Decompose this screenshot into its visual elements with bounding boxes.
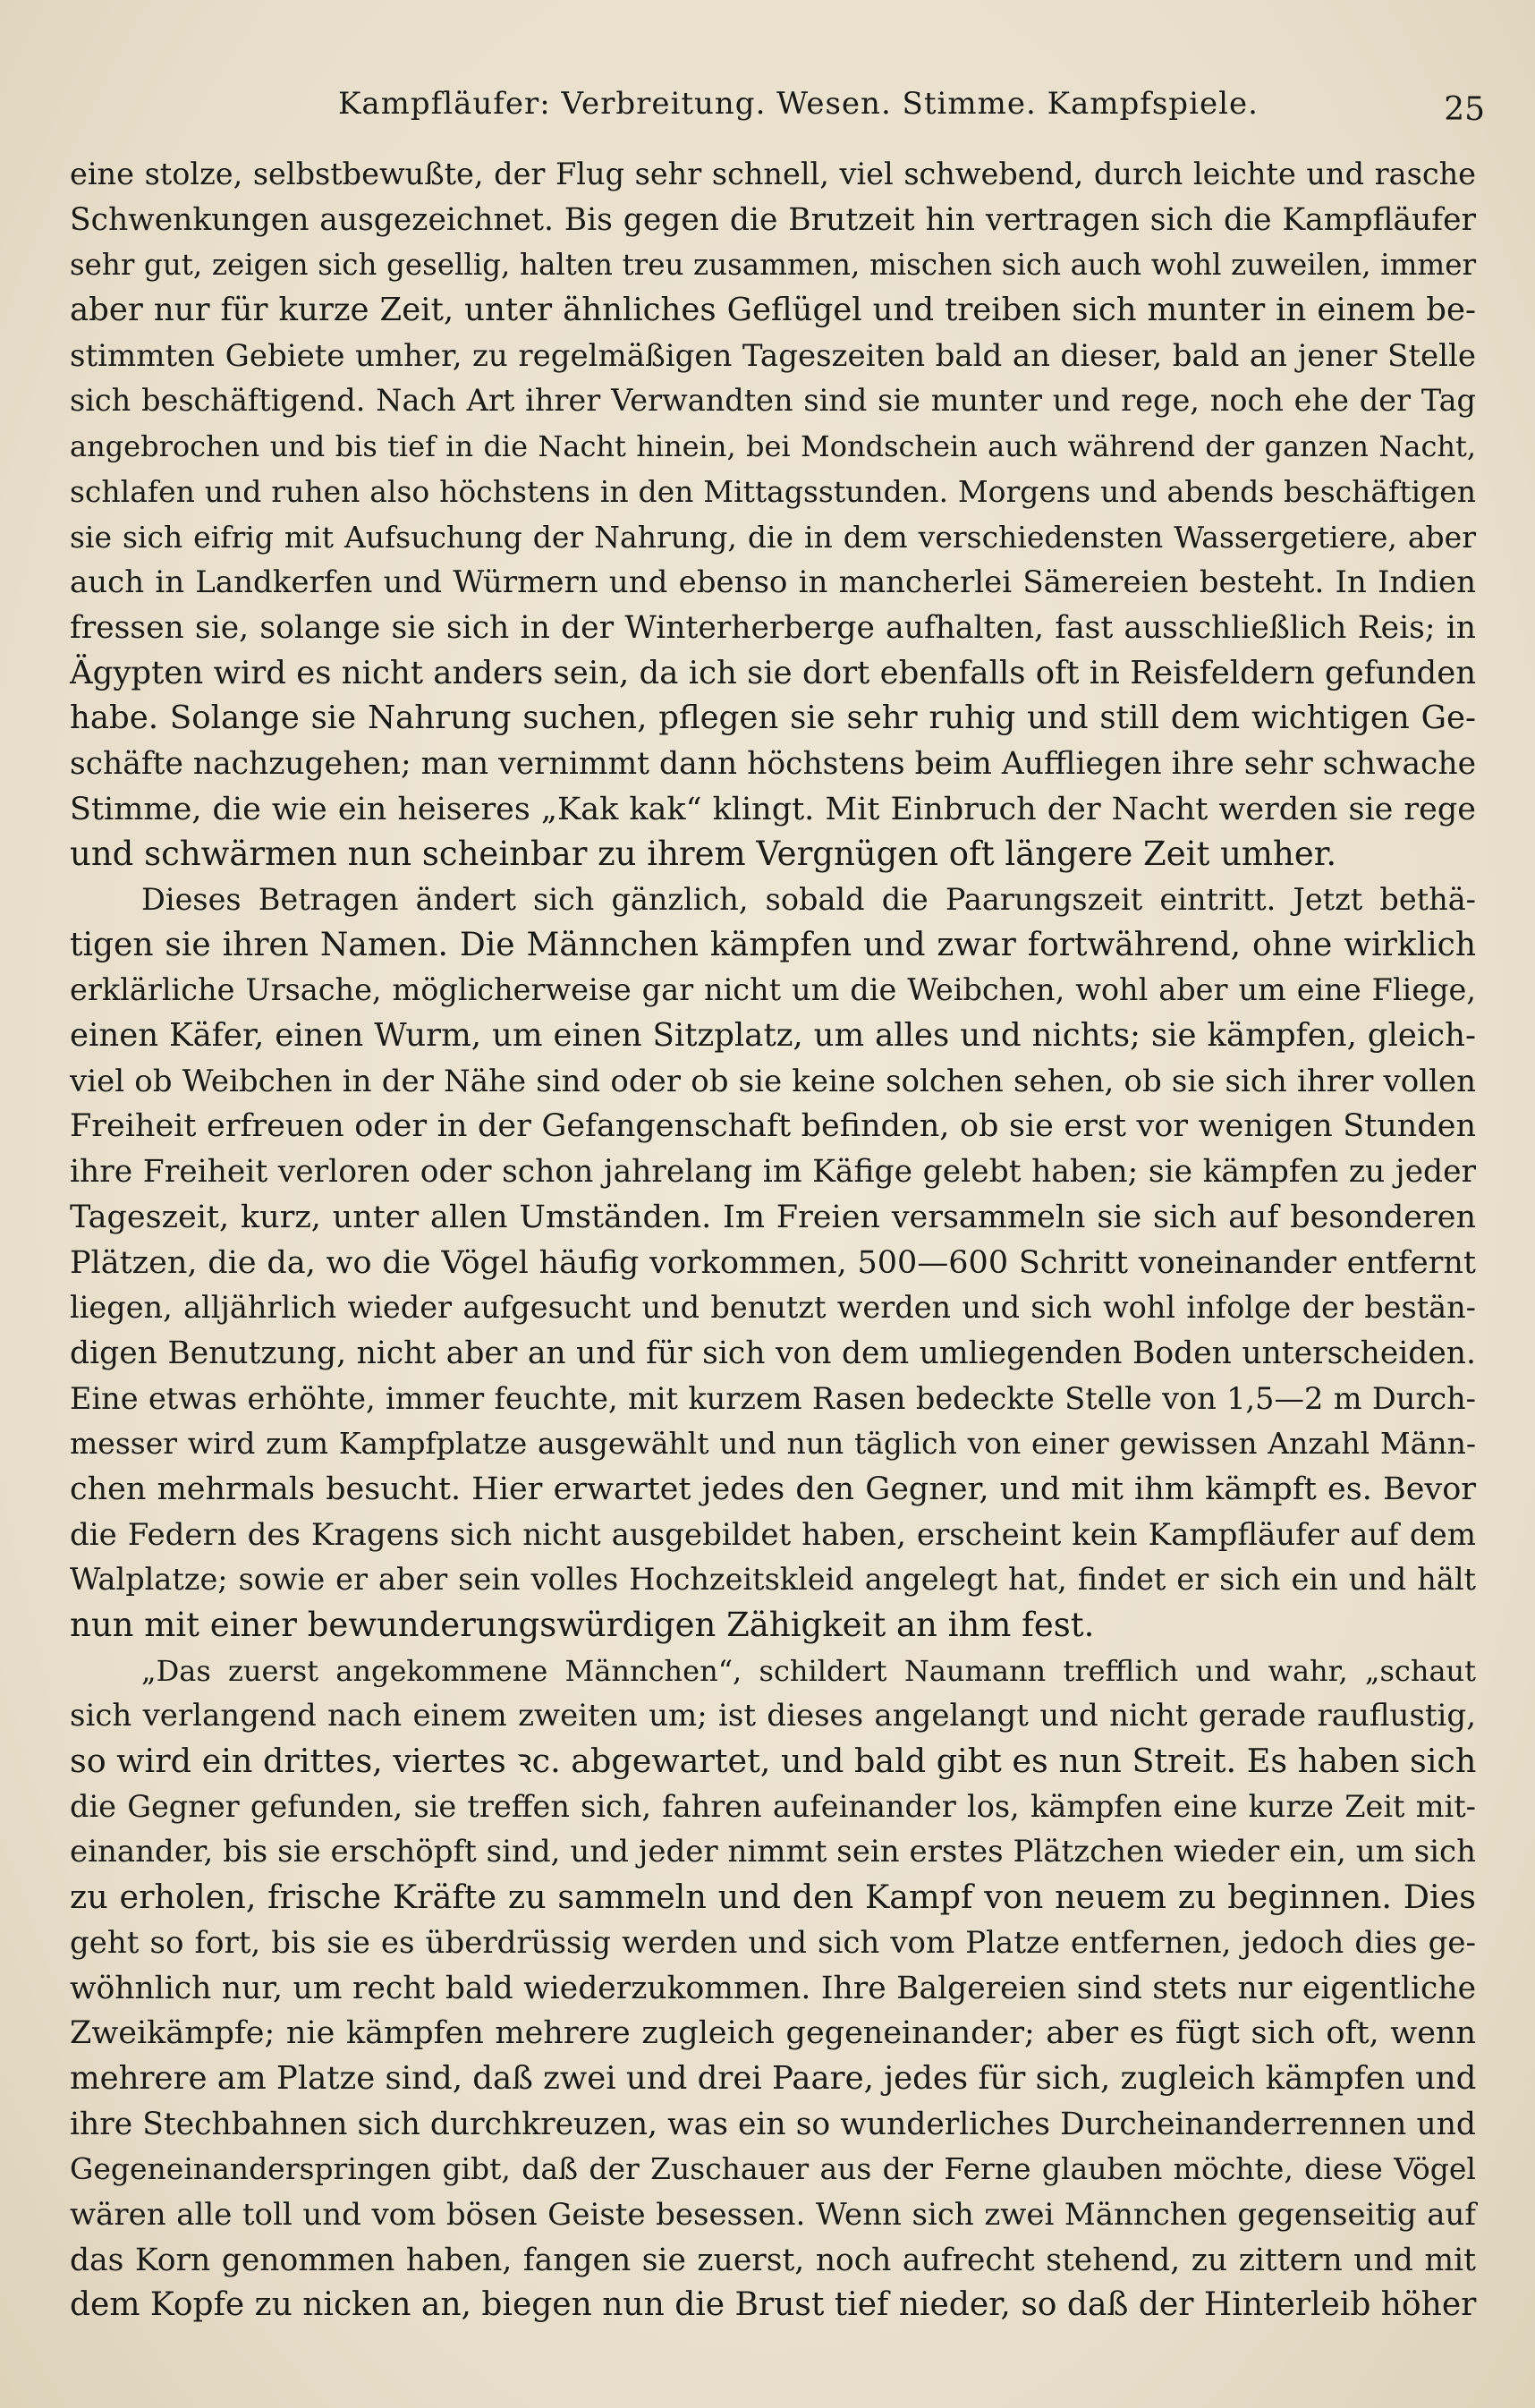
text-line: aber nur für kurze Zeit, unter ähnliches Geflügel und treiben sich munter in einem be- [70,292,1476,329]
text-line: schäfte nachzugehen; man vernimmt dann höchstens beim Auffliegen ihre sehr schwache [70,745,1476,782]
text-line: und schwärmen nun scheinbar zu ihrem Vergnügen oft längere Zeit umher. [70,835,1337,874]
text-line: sehr gut, zeigen sich gesellig, halten treu zusammen, mischen sich auch wohl zuweilen, immer [70,248,1476,283]
text-line: die Federn des Kragens sich nicht ausgebildet haben, erscheint kein Kampfläufer auf dem [70,1516,1476,1553]
text-line: habe. Solange sie Nahrung suchen, pflegen sie sehr ruhig und still dem wichtigen Ge- [70,700,1476,737]
page-number: 25 [1444,91,1485,128]
text-line: Walplatze; sowie er aber sein volles Hochzeitskleid angelegt hat, findet er sich ein und hält [70,1562,1476,1598]
text-line: Freiheit erfreuen oder in der Gefangenschaft befinden, ob sie erst vor wenigen Stunden [70,1108,1476,1145]
paragraph [70,152,1476,878]
paragraph [70,878,1476,1649]
text-line: ihre Stechbahnen sich durchkreuzen, was ein so wunderliches Durcheinanderrennen und [70,2106,1476,2142]
page-header [70,86,1485,140]
text-line: fressen sie, solange sie sich in der Winterherberge aufhalten, fast ausschließlich Reis; in [70,609,1476,646]
text-line: sich beschäftigend. Nach Art ihrer Verwandten sind sie munter und rege, noch ehe der Tag [70,383,1476,419]
text-line: wären alle toll und vom bösen Geiste besessen. Wenn sich zwei Männchen gegenseitig auf [70,2196,1476,2233]
text-line: einander, bis sie erschöpft sind, und jeder nimmt sein erstes Plätzchen wieder ein, um sich [70,1834,1476,1870]
text-line: Gegeneinanderspringen gibt, daß der Zuschauer aus der Ferne glauben möchte, diese Vögel [70,2151,1476,2187]
text-line: Dieses Betragen ändert sich gänzlich, sobald die Paarungszeit eintritt. Jetzt bethä- [141,882,1476,917]
text-line: angebrochen und bis tief in die Nacht hinein, bei Mondschein auch während der ganzen Nacht, [70,429,1476,464]
text-line: erklärliche Ursache, möglicherweise gar nicht um die Weibchen, wohl aber um eine Fliege, [70,972,1476,1008]
text-line: Eine etwas erhöhte, immer feuchte, mit kurzem Rasen bedeckte Stelle von 1,5—2 m Durch- [70,1380,1476,1416]
text-line: dem Kopfe zu nicken an, biegen nun die Brust tief nieder, so daß der Hinterleib höher [70,2286,1477,2324]
body-text [70,152,1476,2328]
text-line: messer wird zum Kampfplatze ausgewählt und nun täglich von einer gewissen Anzahl Männ- [70,1426,1476,1462]
text-line: so wird ein drittes, viertes ꝛc. abgewartet, und bald gibt es nun Streit. Es haben sich [70,1742,1477,1781]
text-line: Zweikämpfe; nie kämpfen mehrere zugleich gegeneinander; aber es fügt sich oft, wenn [70,2015,1476,2052]
text-line: sie sich eifrig mit Aufsuchung der Nahrung, die in dem verschiedensten Wassergetiere, aber [70,519,1476,555]
text-line: ihre Freiheit verloren oder schon jahrelang im Käfige gelebt haben; sie kämpfen zu jeder [70,1154,1476,1191]
text-line: chen mehrmals besucht. Hier erwartet jedes den Gegner, und mit ihm kämpft es. Bevor [70,1471,1476,1507]
paragraph [70,1649,1476,2328]
text-line: Plätzen, die da, wo die Vögel häufig vorkommen, 500—600 Schritt voneinander entfernt [70,1244,1476,1281]
text-line: geht so fort, bis sie es überdrüssig werden und sich vom Platze entfernen, jedoch dies ge- [70,1924,1476,1961]
text-line: stimmten Gebiete umher, zu regelmäßigen Tageszeiten bald an dieser, bald an jener Stelle [70,337,1476,374]
text-line: zu erholen, frische Kräfte zu sammeln und den Kampf von neuem zu beginnen. Dies [70,1878,1476,1917]
text-line: das Korn genommen haben, fangen sie zuerst, noch aufrecht stehend, zu zittern und mit [70,2242,1476,2278]
text-line: tigen sie ihren Namen. Die Männchen kämpfen und zwar fortwährend, ohne wirklich [70,926,1476,963]
text-line: auch in Landkerfen und Würmern und ebenso in mancherlei Sämereien besteht. In Indien [70,564,1476,601]
text-line: Ägypten wird es nicht anders sein, da ich sie dort ebenfalls oft in Reisfeldern gefunden [70,654,1477,691]
text-line: die Gegner gefunden, sie treffen sich, fahren aufeinander los, kämpfen eine kurze Zeit mit- [70,1788,1476,1824]
text-line: digen Benutzung, nicht aber an und für sich von dem umliegenden Boden unterscheiden. [70,1335,1476,1371]
text-line: eine stolze, selbstbewußte, der Flug sehr schnell, viel schwebend, durch leichte und rasche [70,157,1476,191]
text-line: sich verlangend nach einem zweiten um; ist dieses angelangt und nicht gerade rauflustig, [70,1698,1476,1734]
text-line: „Das zuerst angekommene Männchen“, schildert Naumann trefflich und wahr, „schaut [141,1653,1476,1688]
text-line: nun mit einer bewunderungswürdigen Zähigkeit an ihm fest. [70,1606,1095,1644]
text-line: Tageszeit, kurz, unter allen Umständen. Im Freien versammeln sie sich auf besonderen [70,1199,1476,1235]
text-line: liegen, alljährlich wieder aufgesucht und benutzt werden und sich wohl infolge der bestän- [70,1290,1476,1326]
text-line: Schwenkungen ausgezeichnet. Bis gegen die Brutzeit hin vertragen sich die Kampfläufer [70,201,1476,238]
running-head: Kampfläufer: Verbreitung. Wesen. Stimme. Kampfspiele. [338,86,1259,122]
text-line: viel ob Weibchen in der Nähe sind oder ob sie keine solchen sehen, ob sie sich ihrer vollen [70,1063,1476,1099]
text-line: Stimme, die wie ein heiseres „Kak kak“ klingt. Mit Einbruch der Nacht werden sie rege [70,791,1476,827]
text-line: schlafen und ruhen also höchstens in den Mittagsstunden. Morgens und abends beschäftigen [70,473,1476,509]
text-line: mehrere am Platze sind, daß zwei und drei Paare, jedes für sich, zugleich kämpfen und [70,2059,1477,2097]
text-line: wöhnlich nur, um recht bald wiederzukommen. Ihre Balgereien sind stets nur eigentliche [70,1970,1476,2006]
text-line: einen Käfer, einen Wurm, um einen Sitzplatz, um alles und nichts; sie kämpfen, gleich- [70,1017,1476,1055]
